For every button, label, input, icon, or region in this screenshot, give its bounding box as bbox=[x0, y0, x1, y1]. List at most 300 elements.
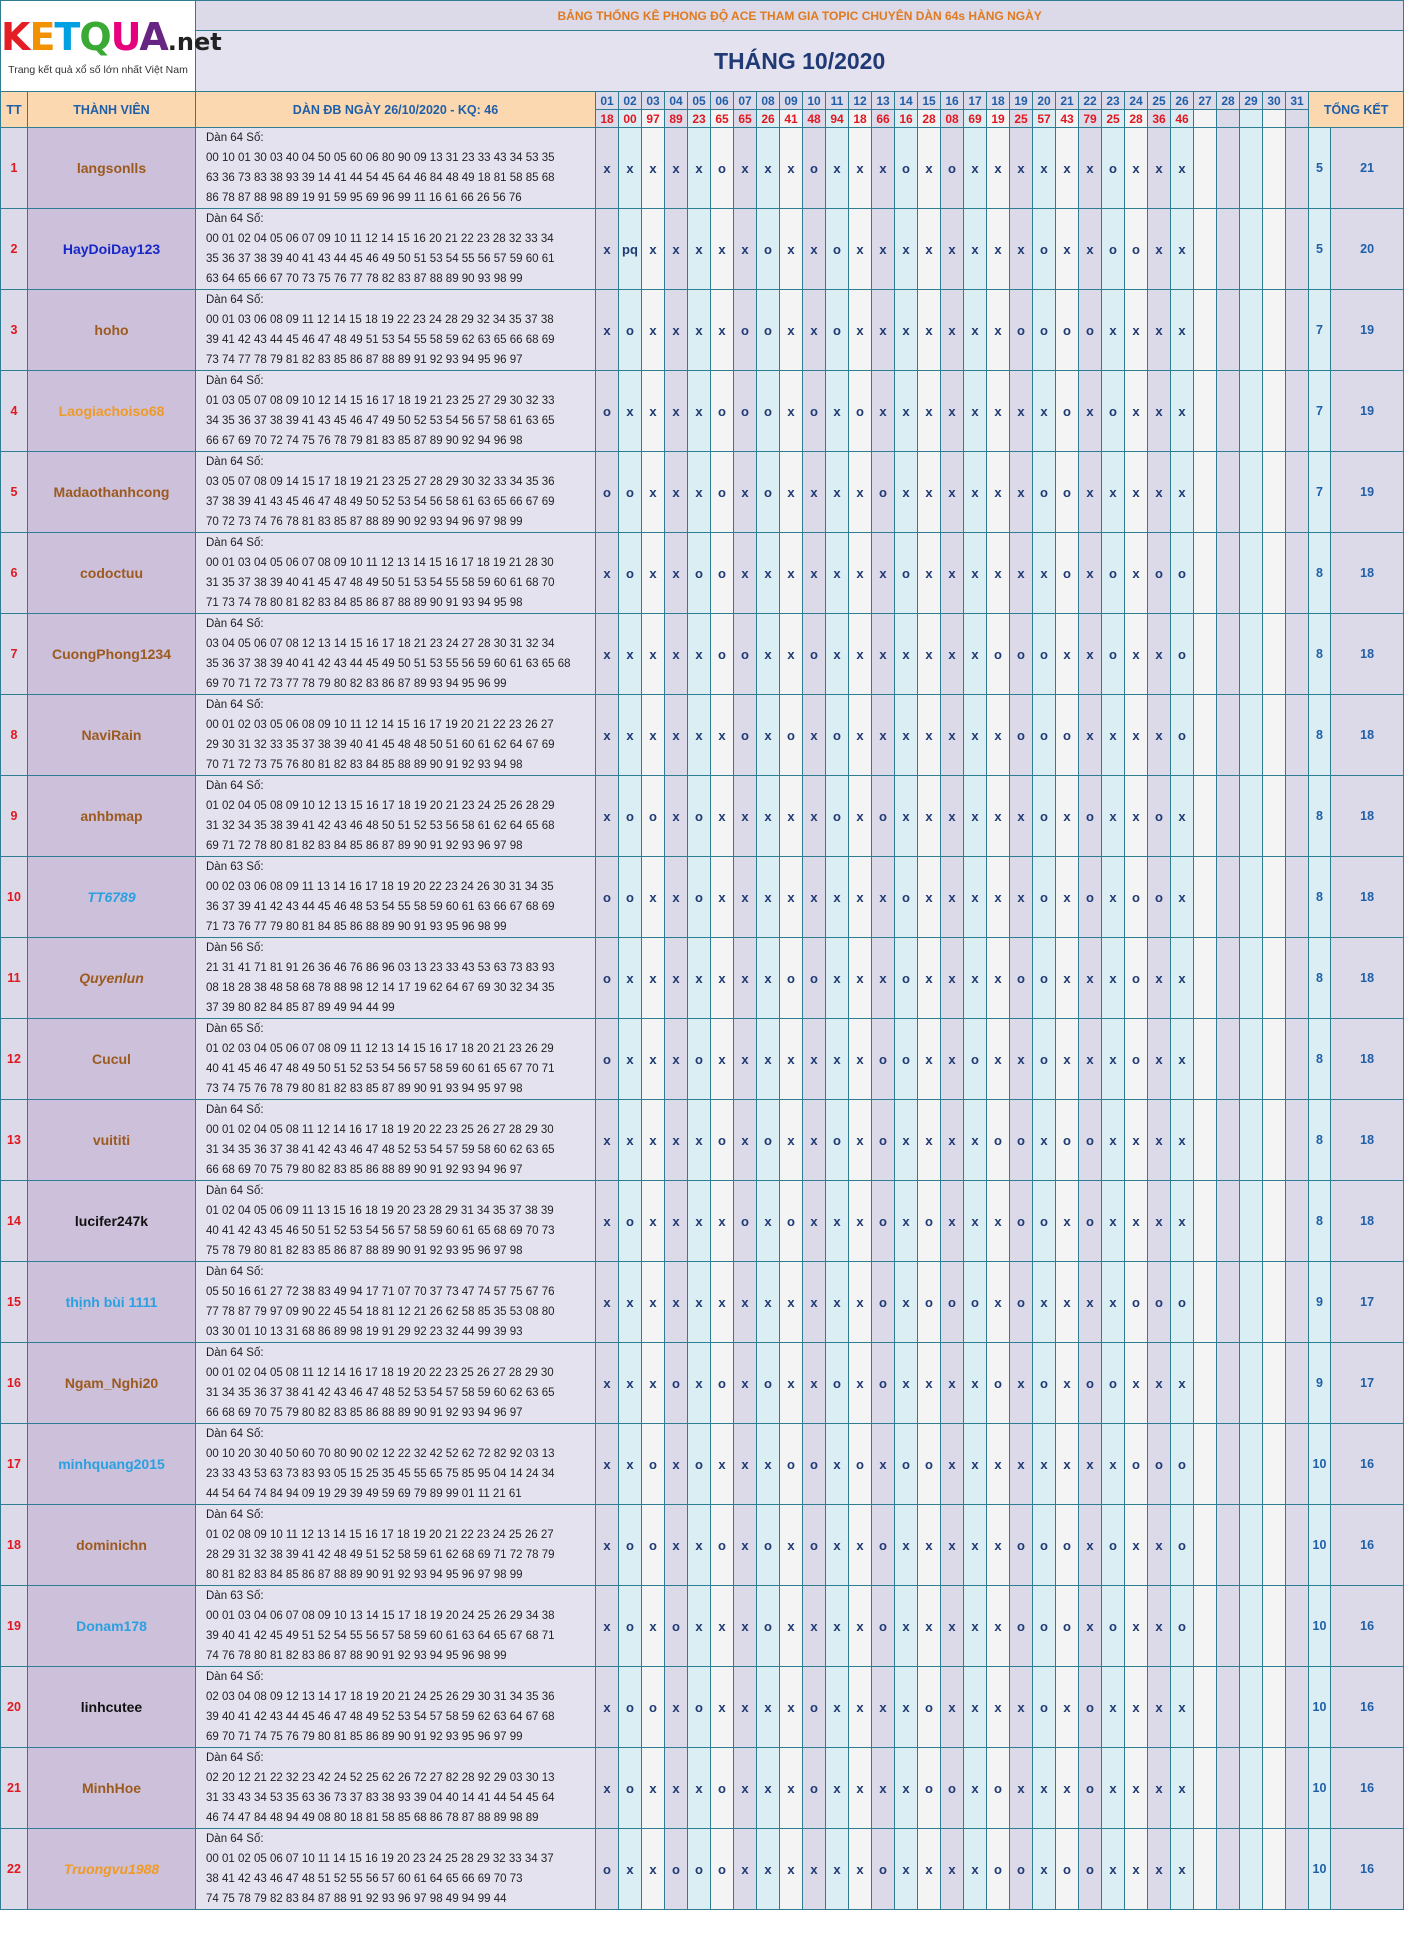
day-mark: o bbox=[1171, 1586, 1194, 1667]
day-mark: x bbox=[780, 452, 803, 533]
day-result bbox=[1286, 110, 1309, 128]
day-mark: o bbox=[1079, 1100, 1102, 1181]
day-mark: o bbox=[665, 1343, 688, 1424]
day-mark: x bbox=[1033, 1100, 1056, 1181]
member-name[interactable]: langsonlls bbox=[28, 128, 196, 209]
day-mark: x bbox=[872, 533, 895, 614]
day-mark: o bbox=[826, 776, 849, 857]
day-mark: x bbox=[757, 128, 780, 209]
member-dan bbox=[196, 614, 596, 695]
day-mark bbox=[1240, 776, 1263, 857]
dan-line: 39 40 41 42 43 44 45 46 47 48 49 52 53 54 57 58 59 62 63 64 67 68 bbox=[206, 1711, 555, 1723]
day-mark: o bbox=[918, 1667, 941, 1748]
dan-line: 05 50 16 61 27 72 38 83 49 94 17 71 07 70 37 73 47 74 57 75 67 76 bbox=[206, 1286, 555, 1298]
day-mark: o bbox=[1125, 857, 1148, 938]
dan-line: 00 01 03 06 08 09 11 12 14 15 18 19 22 23 24 28 29 32 34 35 37 38 bbox=[206, 314, 554, 326]
day-mark: x bbox=[964, 209, 987, 290]
day-mark: x bbox=[665, 1424, 688, 1505]
day-mark: x bbox=[780, 371, 803, 452]
day-mark: x bbox=[849, 1586, 872, 1667]
day-mark: x bbox=[1033, 1829, 1056, 1910]
day-mark bbox=[1194, 1181, 1217, 1262]
day-mark bbox=[1240, 1505, 1263, 1586]
logo-slogan: Trang kết quả xổ số lớn nhất Việt Nam bbox=[8, 63, 188, 76]
day-mark: o bbox=[688, 533, 711, 614]
day-mark: x bbox=[642, 1100, 665, 1181]
day-mark bbox=[1286, 1829, 1309, 1910]
day-mark: o bbox=[757, 209, 780, 290]
member-dan bbox=[196, 371, 596, 452]
day-header: 26 bbox=[1171, 92, 1194, 110]
day-mark: o bbox=[596, 371, 619, 452]
member-name[interactable]: anhbmap bbox=[28, 776, 196, 857]
day-mark bbox=[1194, 1100, 1217, 1181]
dan-line: 71 73 76 77 79 80 81 84 85 86 88 89 90 91 93 95 96 98 99 bbox=[206, 921, 507, 933]
dan-line: 00 01 02 05 06 07 10 11 14 15 16 19 20 23 24 25 28 29 32 33 34 37 bbox=[206, 1853, 554, 1865]
day-mark: x bbox=[734, 1586, 757, 1667]
member-row bbox=[1, 1019, 1404, 1100]
day-mark: o bbox=[1148, 533, 1171, 614]
day-mark: x bbox=[1079, 1262, 1102, 1343]
day-mark: x bbox=[1079, 695, 1102, 776]
day-mark: o bbox=[1056, 290, 1079, 371]
day-header: 11 bbox=[826, 92, 849, 110]
member-name[interactable]: vuititi bbox=[28, 1100, 196, 1181]
day-mark: x bbox=[1079, 614, 1102, 695]
member-name[interactable]: HayDoiDay123 bbox=[28, 209, 196, 290]
row-number: 10 bbox=[1, 857, 28, 938]
dan-line: 03 04 05 06 07 08 12 13 14 15 16 17 18 21 23 24 27 28 30 31 32 34 bbox=[206, 638, 555, 650]
dan-line: 40 41 42 43 45 46 50 51 52 53 54 56 57 58 59 60 61 65 68 69 70 73 bbox=[206, 1225, 555, 1237]
day-mark: o bbox=[619, 1181, 642, 1262]
day-mark: x bbox=[964, 1100, 987, 1181]
member-name[interactable]: thịnh bùi 1111 bbox=[28, 1262, 196, 1343]
day-mark: o bbox=[1079, 1343, 1102, 1424]
row-number: 2 bbox=[1, 209, 28, 290]
day-mark: o bbox=[1033, 1343, 1056, 1424]
day-mark: x bbox=[1010, 1667, 1033, 1748]
day-mark: x bbox=[1033, 1262, 1056, 1343]
day-mark: x bbox=[964, 1829, 987, 1910]
dan-line: 71 73 74 78 80 81 82 83 84 85 86 87 88 89 90 91 93 94 95 98 bbox=[206, 597, 523, 609]
day-mark: o bbox=[1010, 1100, 1033, 1181]
day-mark: x bbox=[642, 614, 665, 695]
day-mark: x bbox=[826, 1181, 849, 1262]
day-mark bbox=[1194, 695, 1217, 776]
day-mark: x bbox=[734, 1262, 757, 1343]
day-result: 66 bbox=[872, 110, 895, 128]
member-name[interactable]: codoctuu bbox=[28, 533, 196, 614]
day-mark: x bbox=[1079, 533, 1102, 614]
day-mark: x bbox=[1056, 1262, 1079, 1343]
day-mark: x bbox=[1056, 1667, 1079, 1748]
day-mark: x bbox=[711, 857, 734, 938]
day-mark: x bbox=[918, 371, 941, 452]
day-mark: x bbox=[941, 776, 964, 857]
member-row bbox=[1, 776, 1404, 857]
day-mark: o bbox=[1010, 1829, 1033, 1910]
day-mark: x bbox=[987, 1505, 1010, 1586]
day-mark: o bbox=[1033, 452, 1056, 533]
day-mark bbox=[1263, 128, 1286, 209]
day-mark: o bbox=[1125, 938, 1148, 1019]
day-mark: x bbox=[803, 1586, 826, 1667]
dan-line: 00 01 03 04 05 06 07 08 09 10 11 12 13 14 15 16 17 18 19 21 28 30 bbox=[206, 557, 554, 569]
day-mark: x bbox=[688, 695, 711, 776]
day-mark bbox=[1240, 695, 1263, 776]
day-mark: x bbox=[619, 614, 642, 695]
day-mark: o bbox=[872, 1829, 895, 1910]
day-mark: x bbox=[1171, 290, 1194, 371]
day-mark: x bbox=[918, 938, 941, 1019]
day-header: 03 bbox=[642, 92, 665, 110]
day-mark bbox=[1286, 1748, 1309, 1829]
day-mark: o bbox=[872, 776, 895, 857]
day-mark: x bbox=[987, 209, 1010, 290]
dan-line: Dàn 64 Số: bbox=[206, 1185, 264, 1197]
day-mark: x bbox=[1102, 1019, 1125, 1100]
member-name[interactable]: dominichn bbox=[28, 1505, 196, 1586]
day-mark: x bbox=[711, 1262, 734, 1343]
day-mark: x bbox=[757, 1667, 780, 1748]
member-name[interactable]: CuongPhong1234 bbox=[28, 614, 196, 695]
day-mark: o bbox=[803, 938, 826, 1019]
day-mark: x bbox=[688, 1748, 711, 1829]
day-mark bbox=[1263, 1748, 1286, 1829]
day-mark: x bbox=[1033, 533, 1056, 614]
day-mark: o bbox=[1033, 695, 1056, 776]
miss-count: 10 bbox=[1309, 1748, 1331, 1829]
logo-letter: A bbox=[139, 14, 168, 59]
member-name[interactable]: Madaothanhcong bbox=[28, 452, 196, 533]
day-mark: x bbox=[1148, 1100, 1171, 1181]
day-result: 65 bbox=[711, 110, 734, 128]
day-mark bbox=[1194, 938, 1217, 1019]
day-mark: x bbox=[826, 1586, 849, 1667]
day-mark bbox=[1194, 1829, 1217, 1910]
day-mark: o bbox=[1148, 857, 1171, 938]
day-header: 25 bbox=[1148, 92, 1171, 110]
day-mark: o bbox=[1010, 1505, 1033, 1586]
day-mark: o bbox=[918, 1181, 941, 1262]
day-mark: x bbox=[665, 128, 688, 209]
day-mark bbox=[1194, 1505, 1217, 1586]
day-mark: x bbox=[1148, 1667, 1171, 1748]
day-mark: x bbox=[941, 1505, 964, 1586]
dan-line: 73 74 75 76 78 79 80 81 82 83 85 87 89 90 91 93 94 95 97 98 bbox=[206, 1083, 523, 1095]
member-dan bbox=[196, 452, 596, 533]
day-mark: o bbox=[1079, 1181, 1102, 1262]
day-mark: x bbox=[964, 1181, 987, 1262]
day-mark: x bbox=[665, 1748, 688, 1829]
day-mark: o bbox=[1033, 1586, 1056, 1667]
day-mark: x bbox=[849, 1667, 872, 1748]
day-result: 65 bbox=[734, 110, 757, 128]
day-mark: o bbox=[826, 209, 849, 290]
day-mark: o bbox=[757, 1343, 780, 1424]
day-mark: x bbox=[1148, 371, 1171, 452]
member-name[interactable]: NaviRain bbox=[28, 695, 196, 776]
day-mark: o bbox=[596, 452, 619, 533]
day-mark: x bbox=[734, 533, 757, 614]
dan-line: 73 74 77 78 79 81 82 83 85 86 87 88 89 91 92 93 94 95 96 97 bbox=[206, 354, 523, 366]
day-mark: o bbox=[1125, 1424, 1148, 1505]
day-mark: x bbox=[849, 1262, 872, 1343]
day-mark: x bbox=[941, 209, 964, 290]
day-mark: x bbox=[918, 452, 941, 533]
day-mark: o bbox=[757, 1505, 780, 1586]
day-mark: x bbox=[1102, 1424, 1125, 1505]
day-mark: x bbox=[711, 695, 734, 776]
day-mark: o bbox=[1079, 857, 1102, 938]
miss-count: 8 bbox=[1309, 614, 1331, 695]
day-mark: o bbox=[596, 938, 619, 1019]
day-mark: o bbox=[826, 290, 849, 371]
day-mark: x bbox=[1125, 533, 1148, 614]
day-mark: x bbox=[711, 1019, 734, 1100]
day-mark: x bbox=[803, 209, 826, 290]
member-name[interactable]: lucifer247k bbox=[28, 1181, 196, 1262]
day-mark: x bbox=[964, 533, 987, 614]
day-mark bbox=[1217, 209, 1240, 290]
day-mark: o bbox=[941, 1748, 964, 1829]
day-result: 57 bbox=[1033, 110, 1056, 128]
day-mark bbox=[1240, 1019, 1263, 1100]
day-result: 94 bbox=[826, 110, 849, 128]
day-mark: o bbox=[1033, 209, 1056, 290]
member-name[interactable]: hoho bbox=[28, 290, 196, 371]
member-name[interactable]: Laogiachoiso68 bbox=[28, 371, 196, 452]
day-mark: x bbox=[1033, 1424, 1056, 1505]
day-mark bbox=[1240, 1100, 1263, 1181]
day-mark: x bbox=[1171, 1100, 1194, 1181]
member-name[interactable]: TT6789 bbox=[28, 857, 196, 938]
dan-line: 31 35 37 38 39 40 41 45 47 48 49 50 51 53 54 55 58 59 60 61 68 70 bbox=[206, 577, 555, 589]
dan-line: Dàn 63 Số: bbox=[206, 861, 264, 873]
day-mark: o bbox=[987, 614, 1010, 695]
dan-line: Dàn 64 Số: bbox=[206, 1428, 264, 1440]
day-mark: x bbox=[780, 533, 803, 614]
row-number: 15 bbox=[1, 1262, 28, 1343]
day-result bbox=[1240, 110, 1263, 128]
day-mark: o bbox=[803, 1424, 826, 1505]
row-number: 11 bbox=[1, 938, 28, 1019]
day-mark: o bbox=[1033, 290, 1056, 371]
day-mark bbox=[1240, 614, 1263, 695]
member-dan bbox=[196, 1019, 596, 1100]
day-mark: o bbox=[918, 1748, 941, 1829]
day-mark: x bbox=[596, 290, 619, 371]
miss-count: 8 bbox=[1309, 1181, 1331, 1262]
member-dan bbox=[196, 1262, 596, 1343]
day-mark: x bbox=[941, 1100, 964, 1181]
day-mark: o bbox=[918, 1424, 941, 1505]
day-mark bbox=[1263, 938, 1286, 1019]
day-mark bbox=[1217, 1667, 1240, 1748]
day-mark: x bbox=[987, 1019, 1010, 1100]
row-number: 6 bbox=[1, 533, 28, 614]
day-mark: x bbox=[849, 1343, 872, 1424]
day-mark: o bbox=[1033, 1667, 1056, 1748]
day-mark: o bbox=[1033, 857, 1056, 938]
day-mark: x bbox=[1148, 1181, 1171, 1262]
day-mark: x bbox=[1148, 1748, 1171, 1829]
day-mark: x bbox=[1079, 1019, 1102, 1100]
day-mark bbox=[1217, 1019, 1240, 1100]
day-mark: x bbox=[596, 533, 619, 614]
day-mark: o bbox=[757, 371, 780, 452]
member-name[interactable]: MinhHoe bbox=[28, 1748, 196, 1829]
dan-line: 00 01 02 04 05 06 07 09 10 11 12 14 15 16 20 21 22 23 28 32 33 34 bbox=[206, 233, 554, 245]
day-mark: o bbox=[872, 1586, 895, 1667]
day-mark: x bbox=[803, 533, 826, 614]
member-name[interactable]: Quyenlun bbox=[28, 938, 196, 1019]
day-mark: x bbox=[619, 1262, 642, 1343]
day-mark: x bbox=[895, 776, 918, 857]
day-mark: x bbox=[1056, 614, 1079, 695]
day-mark: o bbox=[711, 1100, 734, 1181]
day-header: 31 bbox=[1286, 92, 1309, 110]
dan-line: Dàn 64 Số: bbox=[206, 1671, 264, 1683]
day-mark: x bbox=[1056, 1748, 1079, 1829]
day-mark: o bbox=[1125, 1262, 1148, 1343]
member-dan bbox=[196, 1343, 596, 1424]
member-name[interactable]: Ngam_Nghi20 bbox=[28, 1343, 196, 1424]
day-mark: x bbox=[941, 1181, 964, 1262]
dan-line: Dàn 64 Số: bbox=[206, 375, 264, 387]
day-mark: x bbox=[711, 938, 734, 1019]
day-mark: x bbox=[1171, 371, 1194, 452]
day-result bbox=[1217, 110, 1240, 128]
day-header: 06 bbox=[711, 92, 734, 110]
day-mark: x bbox=[1125, 1586, 1148, 1667]
member-name[interactable]: Cucul bbox=[28, 1019, 196, 1100]
hit-total: 19 bbox=[1331, 371, 1404, 452]
miss-count: 8 bbox=[1309, 776, 1331, 857]
day-mark bbox=[1217, 1505, 1240, 1586]
day-mark: x bbox=[619, 1100, 642, 1181]
day-mark: x bbox=[1125, 695, 1148, 776]
member-dan bbox=[196, 1424, 596, 1505]
row-number: 3 bbox=[1, 290, 28, 371]
dan-line: Dàn 64 Số: bbox=[206, 213, 264, 225]
day-mark: x bbox=[849, 533, 872, 614]
day-mark: o bbox=[734, 614, 757, 695]
day-mark bbox=[1240, 371, 1263, 452]
day-mark: o bbox=[872, 1100, 895, 1181]
day-mark: x bbox=[780, 776, 803, 857]
member-name[interactable]: linhcutee bbox=[28, 1667, 196, 1748]
dan-line: 31 33 43 34 53 35 63 36 73 37 83 38 93 39 04 40 14 41 44 54 45 64 bbox=[206, 1792, 555, 1804]
day-mark: x bbox=[941, 290, 964, 371]
day-mark: x bbox=[895, 695, 918, 776]
member-name[interactable]: Donam178 bbox=[28, 1586, 196, 1667]
day-mark: o bbox=[987, 1343, 1010, 1424]
day-mark: x bbox=[780, 290, 803, 371]
day-mark bbox=[1217, 533, 1240, 614]
day-mark: o bbox=[1148, 1424, 1171, 1505]
day-mark: x bbox=[1125, 1829, 1148, 1910]
day-mark: x bbox=[941, 1829, 964, 1910]
day-mark: x bbox=[688, 209, 711, 290]
day-mark: o bbox=[688, 776, 711, 857]
day-mark: o bbox=[1102, 371, 1125, 452]
day-mark: x bbox=[849, 776, 872, 857]
member-name[interactable]: Truongvu1988 bbox=[28, 1829, 196, 1910]
day-mark: o bbox=[918, 1262, 941, 1343]
day-mark: x bbox=[757, 1424, 780, 1505]
day-mark: o bbox=[803, 1505, 826, 1586]
day-mark: x bbox=[826, 1019, 849, 1100]
day-mark: o bbox=[872, 1019, 895, 1100]
day-mark: x bbox=[1171, 1829, 1194, 1910]
logo[interactable] bbox=[1, 1, 222, 92]
hit-total: 19 bbox=[1331, 452, 1404, 533]
day-mark: x bbox=[1102, 1667, 1125, 1748]
day-mark: x bbox=[826, 128, 849, 209]
day-mark: x bbox=[964, 1505, 987, 1586]
day-mark: x bbox=[1125, 614, 1148, 695]
day-mark: x bbox=[1102, 1748, 1125, 1829]
day-mark: o bbox=[642, 1505, 665, 1586]
day-mark: x bbox=[1125, 1100, 1148, 1181]
day-mark: x bbox=[596, 1181, 619, 1262]
day-header: 13 bbox=[872, 92, 895, 110]
day-mark bbox=[1286, 1667, 1309, 1748]
hit-total: 16 bbox=[1331, 1586, 1404, 1667]
day-mark: x bbox=[895, 290, 918, 371]
day-mark: o bbox=[872, 1181, 895, 1262]
day-mark: x bbox=[1033, 128, 1056, 209]
day-mark: x bbox=[941, 452, 964, 533]
hit-total: 18 bbox=[1331, 776, 1404, 857]
member-dan bbox=[196, 1748, 596, 1829]
day-mark: x bbox=[987, 1667, 1010, 1748]
member-name[interactable]: minhquang2015 bbox=[28, 1424, 196, 1505]
hit-total: 17 bbox=[1331, 1343, 1404, 1424]
day-mark: o bbox=[964, 1019, 987, 1100]
day-mark: o bbox=[826, 1100, 849, 1181]
day-mark: o bbox=[826, 695, 849, 776]
day-mark: x bbox=[918, 695, 941, 776]
day-mark: x bbox=[596, 1586, 619, 1667]
member-dan bbox=[196, 938, 596, 1019]
dan-line: 74 75 78 79 82 83 84 87 88 91 92 93 96 97 98 49 94 99 44 bbox=[206, 1893, 507, 1905]
member-dan bbox=[196, 533, 596, 614]
day-mark: o bbox=[757, 1586, 780, 1667]
day-mark: x bbox=[642, 533, 665, 614]
dan-line: 21 31 41 71 81 91 26 36 46 76 86 96 03 13 23 33 43 53 63 73 83 93 bbox=[206, 962, 555, 974]
day-mark: o bbox=[1079, 290, 1102, 371]
day-mark: x bbox=[964, 1748, 987, 1829]
day-mark: o bbox=[688, 1424, 711, 1505]
day-result: 43 bbox=[1056, 110, 1079, 128]
day-mark bbox=[1194, 1667, 1217, 1748]
day-mark: o bbox=[1056, 452, 1079, 533]
day-mark: x bbox=[757, 1019, 780, 1100]
day-mark: x bbox=[665, 1505, 688, 1586]
dan-line: Dàn 63 Số: bbox=[206, 1590, 264, 1602]
day-mark: x bbox=[780, 209, 803, 290]
day-mark: x bbox=[872, 695, 895, 776]
row-number: 20 bbox=[1, 1667, 28, 1748]
day-mark bbox=[1263, 371, 1286, 452]
hit-total: 16 bbox=[1331, 1748, 1404, 1829]
day-mark: o bbox=[987, 1100, 1010, 1181]
miss-count: 8 bbox=[1309, 857, 1331, 938]
day-mark: o bbox=[780, 1181, 803, 1262]
day-mark bbox=[1217, 128, 1240, 209]
